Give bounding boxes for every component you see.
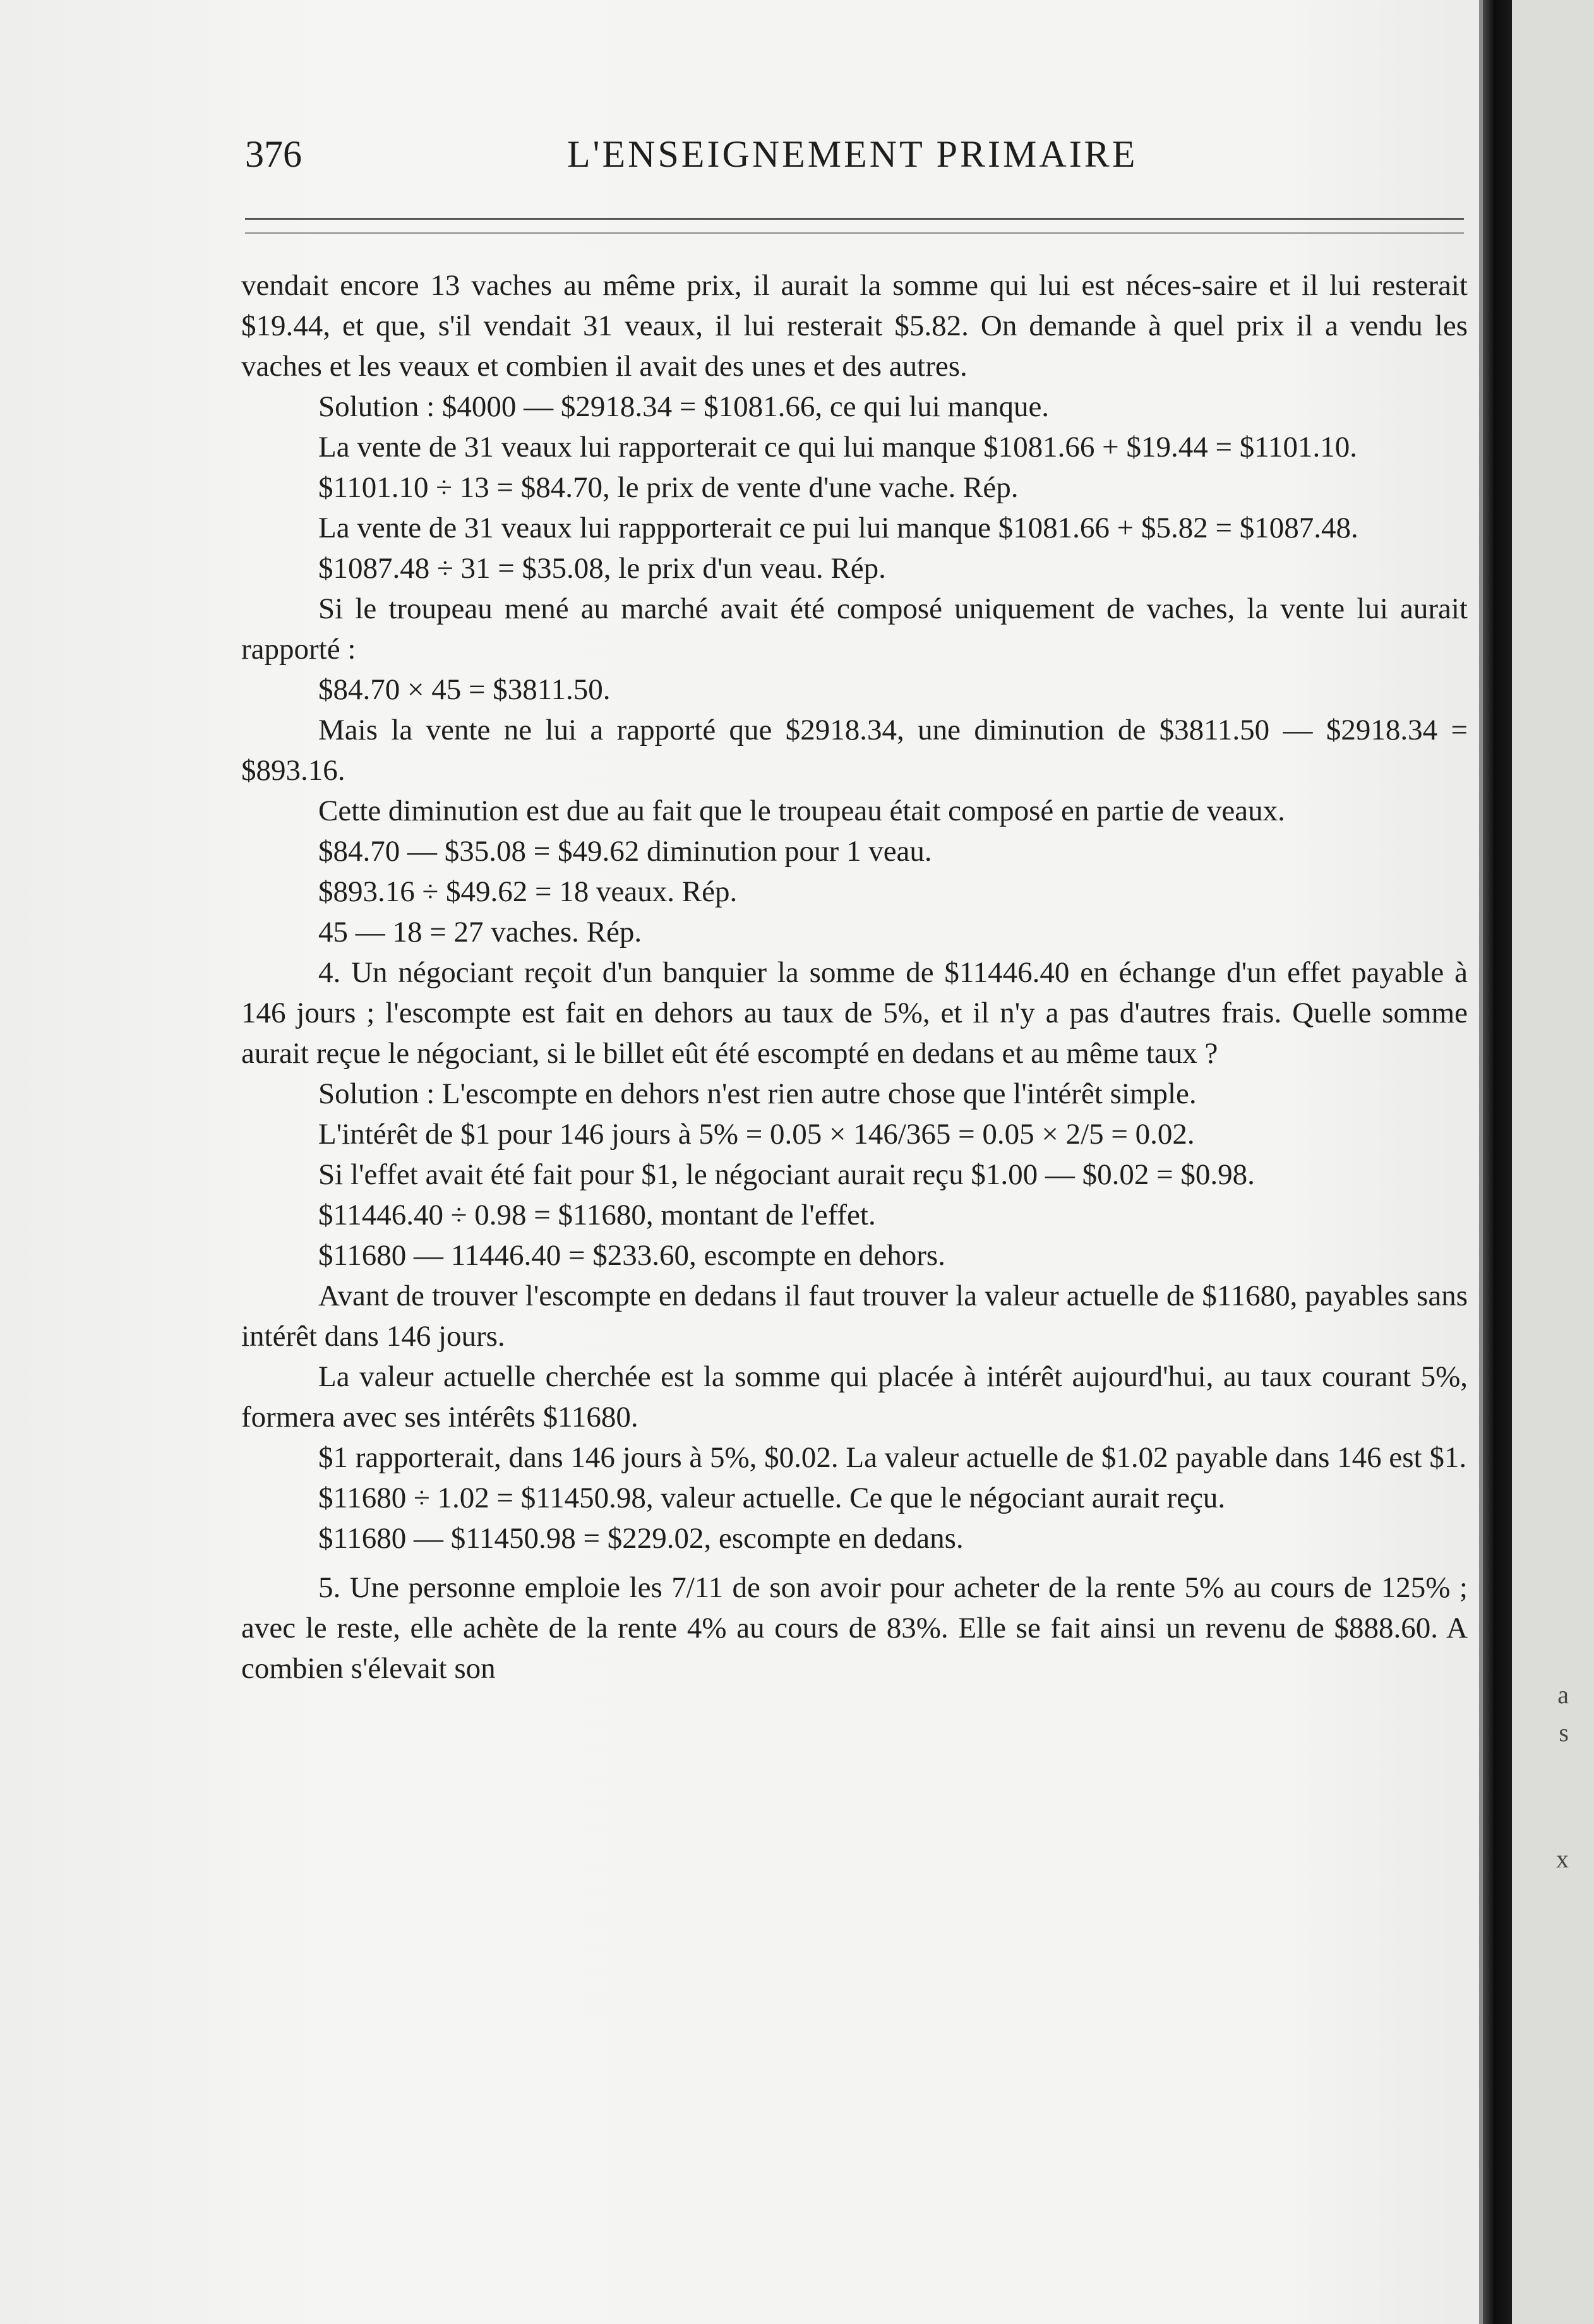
margin-mark: a: [1557, 1680, 1569, 1709]
book-spine: [1483, 0, 1512, 2324]
paragraph: Mais la vente ne lui a rapporté que $2918.34, une diminution de $3811.50 — $2918.34 = $893.16.: [241, 714, 1468, 787]
equation-line: $11680 — 11446.40 = $233.60, escompte en dehors.: [318, 1239, 945, 1272]
equation-line: $893.16 ÷ $49.62 = 18 veaux. Rép.: [318, 875, 738, 908]
paragraph: $11680 ÷ 1.02 = $11450.98, valeur actuelle. Ce que le négociant aurait reçu.: [318, 1482, 1226, 1514]
paragraph: $1 rapporterait, dans 146 jours à 5%, $0.02. La valeur actuelle de $1.02 payable dans 146 est $1.: [318, 1441, 1467, 1474]
equation-line: 45 — 18 = 27 vaches. Rép.: [318, 916, 642, 949]
page-header: [245, 133, 1464, 177]
equation-line: $1087.48 ÷ 31 = $35.08, le prix d'un veau. Rép.: [318, 552, 886, 585]
problem-5: 5. Une personne emploie les 7/11 de son avoir pour acheter de la rente 5% au cours de 125% ; avec le reste, elle achète de la rente 4% au cours de 83%. Elle se fait ainsi un revenu de $888.60. A combien s'élevait son: [241, 1571, 1468, 1685]
paragraph: Cette diminution est due au fait que le troupeau était composé en partie de veaux.: [318, 794, 1285, 827]
paragraph: La vente de 31 veaux lui rappporterait ce pui lui manque $1081.66 + $5.82 = $1087.48.: [318, 512, 1358, 544]
paragraph: La vente de 31 veaux lui rapporterait ce qui lui manque $1081.66 + $19.44 = $1101.10.: [318, 431, 1357, 464]
problem-4: 4. Un négociant reçoit d'un banquier la somme de $11446.40 en échange d'un effet payable à 146 jours ; l'escompte est fait en dehors au taux de 5%, et il n'y a pas d'autres frais. Quelle somme aurait reçue le négociant, si le billet eût été escompté en dedans et au même taux ?: [241, 956, 1468, 1070]
equation-line: $11680 — $11450.98 = $229.02, escompte en dedans.: [318, 1522, 964, 1555]
header-rule: [245, 218, 1464, 220]
solution-line: Solution : L'escompte en dehors n'est rien autre chose que l'intérêt simple.: [318, 1077, 1197, 1110]
solution-line: [241, 386, 1468, 427]
paragraph: La valeur actuelle cherchée est la somme qui placée à intérêt aujourd'hui, au taux courant 5%, formera avec ses intérêts $11680.: [241, 1360, 1468, 1434]
margin-mark: s: [1559, 1718, 1569, 1747]
paragraph: Avant de trouver l'escompte en dedans il faut trouver la valeur actuelle de $11680, payables sans intérêt dans 146 jours.: [241, 1279, 1468, 1353]
equation-line: $84.70 × 45 = $3811.50.: [318, 673, 611, 706]
paragraph: vendait encore 13 vaches au même prix, il aurait la somme qui lui est néces-saire et il lui resterait $19.44, et que, s'il vendait 31 veaux, il lui resterait $5.82. On demande à quel prix il a vendu les vaches et les veaux et combien il avait des unes et des autres.: [241, 269, 1468, 383]
margin-mark: x: [1556, 1845, 1569, 1873]
running-head: L'ENSEIGNEMENT PRIMAIRE: [567, 133, 1138, 175]
solution-text: Solution : $4000 — $2918.34 = $1081.66, ce qui lui manque.: [318, 390, 1050, 423]
equation-line: $1101.10 ÷ 13 = $84.70, le prix de vente d'une vache. Rép.: [318, 471, 1019, 504]
paragraph: Si l'effet avait été fait pour $1, le négociant aurait reçu $1.00 — $0.02 = $0.98.: [318, 1158, 1255, 1191]
page-number: 376: [245, 133, 302, 175]
equation-line: $11446.40 ÷ 0.98 = $11680, montant de l'effet.: [318, 1199, 876, 1231]
paragraph: Si le troupeau mené au marché avait été composé uniquement de vaches, la vente lui aurait rapporté :: [241, 592, 1468, 666]
header-rule-thin: [245, 232, 1464, 234]
facing-page-margin: [1512, 0, 1594, 2324]
equation-line: $84.70 — $35.08 = $49.62 diminution pour 1 veau.: [318, 835, 932, 868]
page-body: [241, 265, 1468, 1689]
equation-line: L'intérêt de $1 pour 146 jours à 5% = 0.05 × 146/365 = 0.05 × 2/5 = 0.02.: [318, 1118, 1195, 1151]
